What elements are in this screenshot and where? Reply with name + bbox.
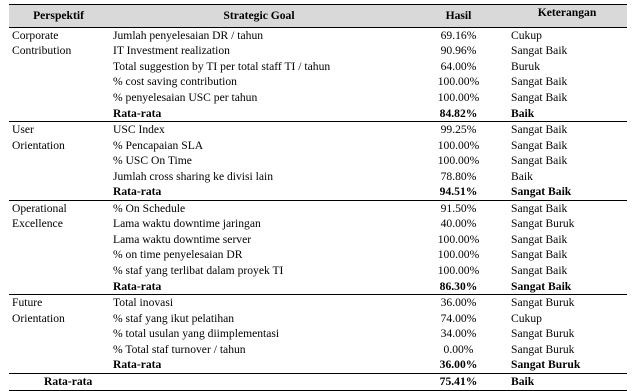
group-average-row bbox=[9, 106, 627, 122]
header-strategic-goal: Strategic Goal bbox=[108, 5, 410, 28]
table-body bbox=[9, 28, 627, 391]
perspektif-cell: Future bbox=[12, 296, 43, 310]
table-row bbox=[9, 311, 627, 327]
perspektif-cell bbox=[9, 184, 108, 200]
strategic-goal-cell: % staf yang ikut pelatihan bbox=[113, 311, 235, 325]
perspektif-cell bbox=[9, 357, 108, 373]
keterangan-cell: Sangat Baik bbox=[511, 123, 568, 137]
table-row bbox=[9, 122, 627, 138]
hasil-cell: 91.50% bbox=[440, 201, 477, 215]
perspektif-cell bbox=[9, 326, 108, 342]
average-hasil: 84.82% bbox=[410, 106, 507, 122]
perspektif-cell: User bbox=[12, 123, 34, 137]
strategic-goal-cell: Total suggestion by TI per total staff TI / tahun bbox=[113, 59, 331, 73]
hasil-cell: 100.00% bbox=[437, 232, 480, 246]
overall-average-label: Rata-rata bbox=[9, 374, 410, 391]
strategic-goal-cell: Jumlah cross sharing ke divisi lain bbox=[113, 169, 274, 183]
table-row bbox=[9, 217, 627, 233]
performance-table bbox=[9, 4, 627, 391]
perspektif-cell bbox=[9, 279, 108, 295]
hasil-cell: 78.80% bbox=[440, 169, 477, 183]
table-row bbox=[9, 201, 627, 217]
average-keterangan: Sangat Baik bbox=[507, 279, 627, 295]
strategic-goal-cell: Total inovasi bbox=[113, 296, 174, 310]
strategic-goal-cell: % On Schedule bbox=[113, 201, 186, 215]
keterangan-cell: Sangat Buruk bbox=[511, 342, 575, 356]
strategic-goal-cell: % cost saving contribution bbox=[113, 75, 237, 89]
keterangan-cell: Baik bbox=[511, 169, 533, 183]
perspektif-cell bbox=[9, 248, 108, 264]
keterangan-cell: Cukup bbox=[511, 28, 542, 42]
hasil-cell: 74.00% bbox=[440, 311, 477, 325]
table-row bbox=[9, 75, 627, 91]
perspektif-cell bbox=[9, 169, 108, 185]
overall-average-hasil: 75.41% bbox=[410, 374, 507, 391]
group-average-row bbox=[9, 279, 627, 295]
average-hasil: 36.00% bbox=[410, 357, 507, 373]
hasil-cell: 99.25% bbox=[440, 123, 477, 137]
keterangan-cell: Cukup bbox=[511, 311, 542, 325]
keterangan-cell: Sangat Baik bbox=[511, 263, 568, 277]
perspektif-cell bbox=[9, 75, 108, 91]
keterangan-cell: Sangat Buruk bbox=[511, 217, 575, 231]
perspektif-cell: Operational bbox=[12, 201, 67, 215]
perspektif-cell bbox=[9, 342, 108, 358]
table-row bbox=[9, 44, 627, 60]
hasil-cell: 90.96% bbox=[440, 44, 477, 58]
average-hasil: 86.30% bbox=[410, 279, 507, 295]
header-row bbox=[9, 5, 627, 28]
strategic-goal-cell: % Total staf turnover / tahun bbox=[113, 342, 246, 356]
keterangan-cell: Sangat Buruk bbox=[511, 327, 575, 341]
hasil-cell: 69.16% bbox=[440, 28, 477, 42]
strategic-goal-cell: % on time penyelesaian DR bbox=[113, 248, 243, 262]
average-hasil: 94.51% bbox=[410, 184, 507, 200]
perspektif-cell: Excellence bbox=[12, 217, 63, 231]
average-keterangan: Baik bbox=[507, 106, 627, 122]
average-label: Rata-rata bbox=[108, 106, 410, 122]
keterangan-cell: Sangat Baik bbox=[511, 75, 568, 89]
average-keterangan: Sangat Baik bbox=[507, 184, 627, 200]
strategic-goal-cell: Jumlah penyelesaian DR / tahun bbox=[113, 28, 264, 42]
table-row bbox=[9, 59, 627, 75]
perspektif-cell bbox=[9, 263, 108, 279]
keterangan-cell: Sangat Baik bbox=[511, 154, 568, 168]
table-row bbox=[9, 342, 627, 358]
table-row bbox=[9, 326, 627, 342]
perspektif-cell: Orientation bbox=[12, 138, 65, 152]
keterangan-cell: Buruk bbox=[511, 59, 540, 73]
keterangan-cell: Sangat Baik bbox=[511, 90, 568, 104]
keterangan-cell: Sangat Baik bbox=[511, 232, 568, 246]
keterangan-cell: Sangat Baik bbox=[511, 201, 568, 215]
hasil-cell: 100.00% bbox=[437, 263, 480, 277]
strategic-goal-cell: % Pencapaian SLA bbox=[113, 138, 204, 152]
perspektif-cell: Contribution bbox=[12, 44, 72, 58]
hasil-cell: 40.00% bbox=[440, 217, 477, 231]
table-header bbox=[9, 5, 627, 28]
hasil-cell: 100.00% bbox=[437, 90, 480, 104]
average-label: Rata-rata bbox=[108, 357, 410, 373]
table-row bbox=[9, 90, 627, 106]
average-keterangan: Sangat Buruk bbox=[507, 357, 627, 373]
perspektif-cell bbox=[9, 153, 108, 169]
strategic-goal-cell: % USC On Time bbox=[113, 154, 192, 168]
strategic-goal-cell: % staf yang terlibat dalam proyek TI bbox=[113, 263, 284, 277]
average-label: Rata-rata bbox=[108, 279, 410, 295]
overall-average-row bbox=[9, 374, 627, 391]
strategic-goal-cell: Lama waktu downtime jaringan bbox=[113, 217, 261, 231]
perspektif-cell bbox=[9, 232, 108, 248]
hasil-cell: 36.00% bbox=[440, 296, 477, 310]
hasil-cell: 100.00% bbox=[437, 138, 480, 152]
table-row bbox=[9, 295, 627, 311]
hasil-cell: 100.00% bbox=[437, 75, 480, 89]
table-row bbox=[9, 248, 627, 264]
group-average-row bbox=[9, 184, 627, 200]
hasil-cell: 34.00% bbox=[440, 327, 477, 341]
table-row bbox=[9, 28, 627, 44]
perspektif-cell bbox=[9, 106, 108, 122]
hasil-cell: 0.00% bbox=[443, 342, 474, 356]
table-row bbox=[9, 138, 627, 154]
perspektif-cell bbox=[9, 59, 108, 75]
hasil-cell: 100.00% bbox=[437, 154, 480, 168]
perspektif-cell: Orientation bbox=[12, 311, 65, 325]
hasil-cell: 64.00% bbox=[440, 59, 477, 73]
strategic-goal-cell: IT Investment realization bbox=[113, 44, 230, 58]
strategic-goal-cell: % penyelesaian USC per tahun bbox=[113, 90, 258, 104]
strategic-goal-cell: Lama waktu downtime server bbox=[113, 232, 252, 246]
keterangan-cell: Sangat Buruk bbox=[511, 296, 575, 310]
table-row bbox=[9, 232, 627, 248]
header-hasil: Hasil bbox=[410, 5, 507, 28]
table-row bbox=[9, 263, 627, 279]
header-keterangan: Keterangan bbox=[507, 5, 627, 28]
table-row bbox=[9, 153, 627, 169]
keterangan-cell: Sangat Baik bbox=[511, 248, 568, 262]
average-label: Rata-rata bbox=[108, 184, 410, 200]
keterangan-cell: Sangat Baik bbox=[511, 44, 568, 58]
table-row bbox=[9, 169, 627, 185]
keterangan-cell: Sangat Baik bbox=[511, 138, 568, 152]
strategic-goal-cell: % total usulan yang diimplementasi bbox=[113, 327, 280, 341]
perspektif-cell bbox=[9, 90, 108, 106]
perspektif-cell: Corporate bbox=[12, 28, 59, 42]
group-average-row bbox=[9, 357, 627, 373]
strategic-goal-cell: USC Index bbox=[113, 123, 165, 137]
hasil-cell: 100.00% bbox=[437, 248, 480, 262]
header-perspektif: Perspektif bbox=[9, 5, 108, 28]
overall-average-keterangan: Baik bbox=[507, 374, 627, 391]
